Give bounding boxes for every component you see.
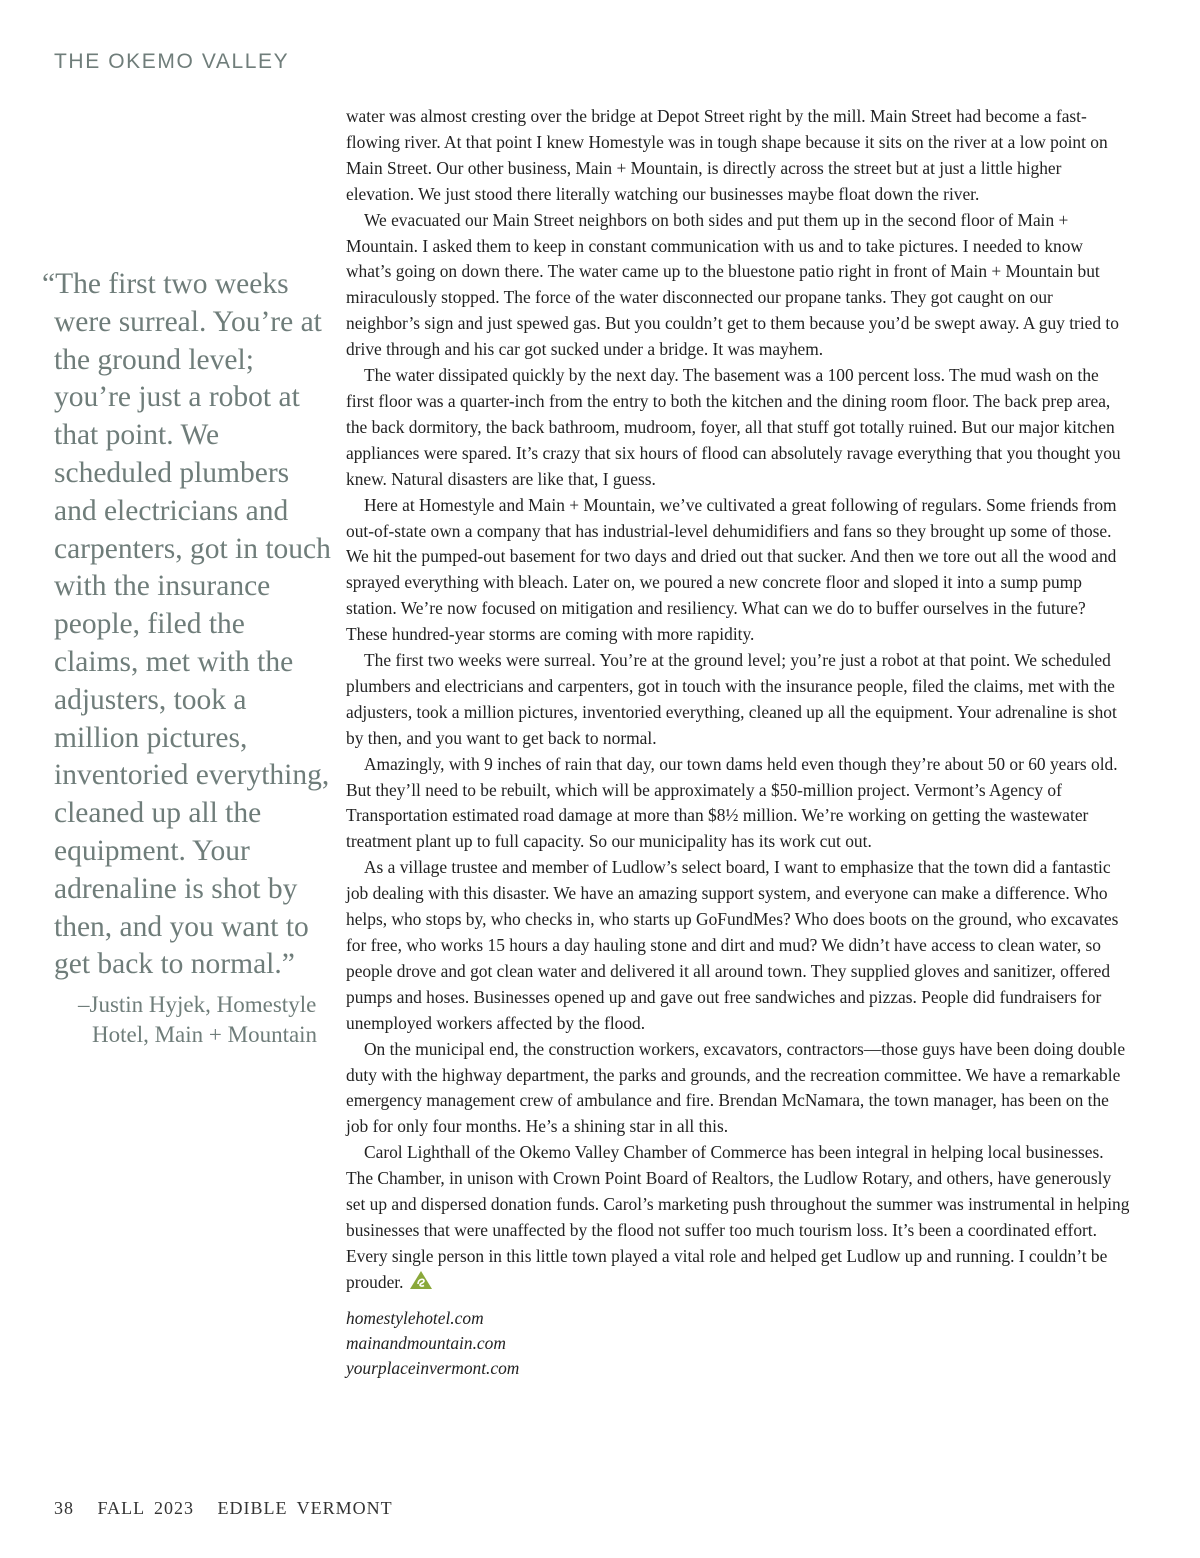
article-paragraph: Here at Homestyle and Main + Mountain, we’ve cultivated a great following of regulars. Some friends from out-of-state own a company that has industrial-level dehumidifiers and fans so they brought up some of those. We hit the pumped-out basement for two days and dried out that sucker. And then we tore out all the wood and sprayed everything with bleach. Later on, we poured a new concrete floor and sloped it into a sump pump station. We’re now focused on mitigation and resiliency. What can we do to buffer ourselves in the future? These hundred-year storms are coming with more rapidity. [346,494,1117,645]
pull-quote-text: “The first two weeks were surreal. You’re at the ground level; you’re just a robot at that point. We scheduled plumbers and electricians and carpenters, got in touch with the insurance people, filed the claims, met with the adjusters, took a million pictures, inventoried everything, cleaned up all the equipment. Your adrenaline is shot by then, and you want to get back to normal.” [42,268,331,981]
article-paragraph: We evacuated our Main Street neighbors on both sides and put them up in the second floor of Main + Mountain. I asked them to keep in constant communication with us and to take pictures. I needed to know what’s going on down there. The water came up to the bluestone patio right in front of Main + Mountain but miraculously stopped. The force of the water disconnected our propane tanks. They got caught on our neighbor’s sign and just spewed gas. But you couldn’t get to them because you’d be swept away. A guy tried to drive through and his car got sucked under a bridge. It was mayhem. [346,209,1119,360]
website-link[interactable]: yourplaceinvermont.com [346,1357,520,1378]
pull-quote-attribution: –Justin Hyjek, Homestyle Hotel, Main + Mountain [78,992,318,1048]
issue-label: FALL 2023 [97,1498,194,1518]
article-paragraph: The water dissipated quickly by the next day. The basement was a 100 percent loss. The mud wash on the first floor was a quarter-inch from the entry to both the kitchen and the dining room floor. The back prep area, the back dormitory, the back bathroom, mudroom, foyer, all that stuff got totally ruined. But our major kitchen appliances were spared. It’s crazy that six hours of flood can absolutely ravage everything that you thought you knew. Natural disasters are like that, I guess. [346,365,1121,489]
publication-name: EDIBLE VERMONT [217,1498,393,1518]
article-paragraph: The first two weeks were surreal. You’re at the ground level; you’re just a robot at that point. We scheduled plumbers and electricians and carpenters, got in touch with the insurance people, filed the claims, met with the adjusters, took a million pictures, inventoried everything, cleaned up all the equipment. Your adrenaline is shot by then, and you want to get back to normal. [346,650,1117,748]
article-paragraph: Amazingly, with 9 inches of rain that day, our town dams held even though they’re about 50 or 60 years old. But they’ll need to be rebuilt, which will be approximately a $50-million project. Vermont’s Agency of Transportation estimated road damage at more than $8½ million. We’re working on getting the wastewater treatment plant up to full capacity. So our municipality has its work cut out. [346,753,1118,852]
pull-quote [42,266,332,1050]
article-paragraph-last [346,1140,1130,1295]
article-body [346,104,1130,1381]
website-link[interactable]: mainandmountain.com [346,1332,506,1353]
website-link[interactable]: homestylehotel.com [346,1307,484,1328]
article-paragraph-text: Carol Lighthall of the Okemo Valley Chamber of Commerce has been integral in helping local businesses. The Chamber, in unison with Crown Point Board of Realtors, the Ludlow Rotary, and others, have generously set up and dispersed donation funds. Carol’s marketing push throughout the summer was instrumental in helping businesses that were unaffected by the flood not suffer too much tourism loss. It’s been a coordinated effort. Every single person in this little town played a vital role and helped get Ludlow up and running. I couldn’t be prouder. [346,1142,1130,1292]
page-footer [54,1498,407,1519]
website-links [346,1306,1130,1381]
article-paragraph: On the municipal end, the construction workers, excavators, contractors—those guys have been doing double duty with the highway department, the parks and grounds, and the recreation committee. We have a remarkable emergency management crew of ambulance and fire. Brendan McNamara, the town manager, has been on the job for only four months. He’s a shining star in all this. [346,1038,1126,1137]
article-paragraph: As a village trustee and member of Ludlow’s select board, I want to emphasize that the town did a fantastic job dealing with this disaster. We have an amazing support system, and everyone can make a difference. Who helps, who stops by, who checks in, who starts up GoFundMes? Who does boots on the ground, who excavates for free, who works 15 hours a day hauling stone and dirt and mud? We didn’t have access to clean water, so people drove and got clean water and delivered it all around town. They supplied gloves and sanitizer, offered pumps and hoses. Businesses opened up and gave out free sandwiches and pizzas. People did fundraisers for unemployed workers affected by the flood. [346,857,1119,1033]
article-paragraph: water was almost cresting over the bridge at Depot Street right by the mill. Main Street had become a fast-flowing river. At that point I knew Homestyle was in tough shape because it sits on the river at a low point on Main Street. Our other business, Main + Mountain, is directly across the street but at just a little higher elevation. We just stood there literally watching our businesses maybe float down the river. [346,106,1108,204]
section-header: THE OKEMO VALLEY [54,50,290,73]
page-number: 38 [54,1498,74,1518]
edible-logo-icon [409,1270,433,1290]
